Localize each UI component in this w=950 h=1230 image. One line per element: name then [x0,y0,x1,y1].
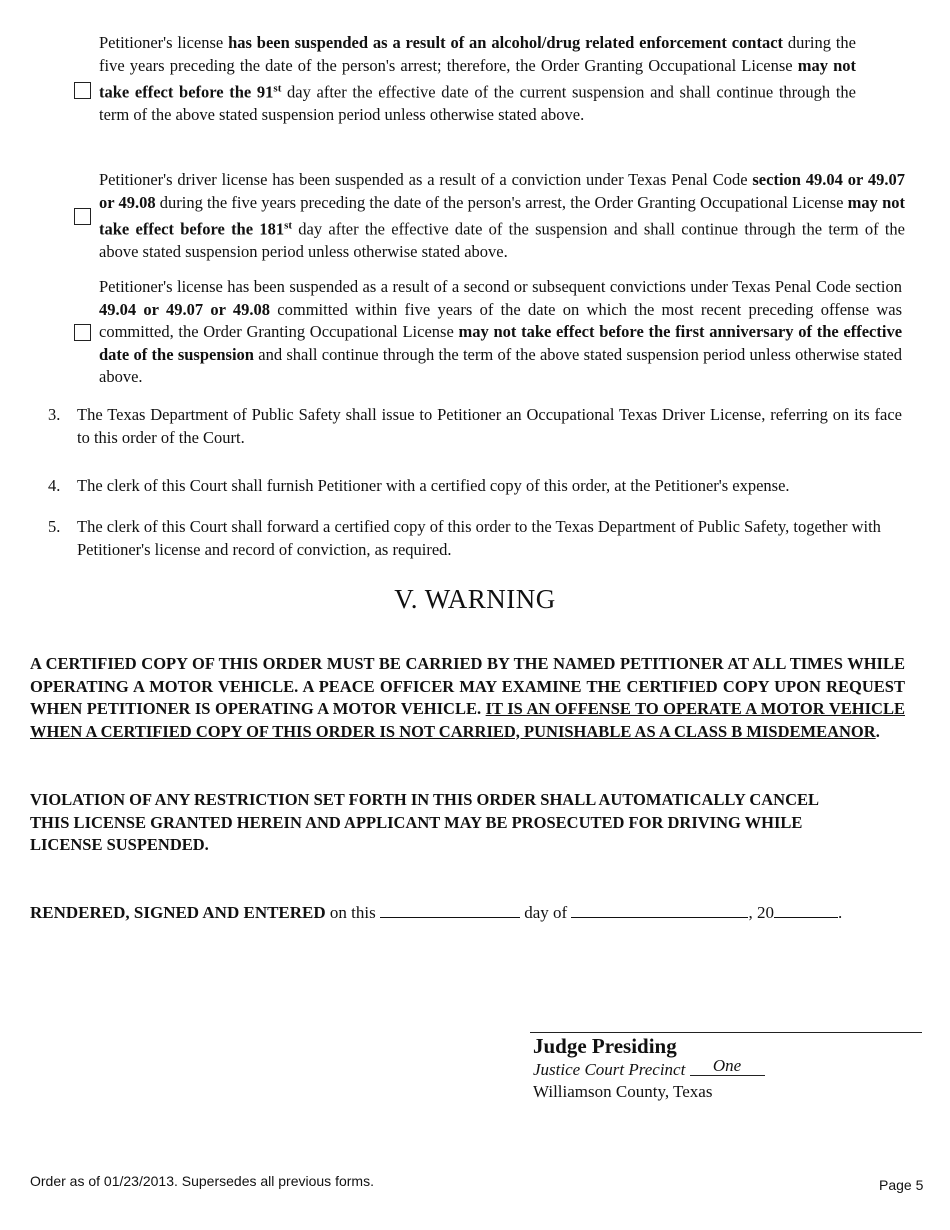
month-blank[interactable] [571,901,748,918]
option-2-text: Petitioner's driver license has been suspended as a result of a conviction under Texas Penal Code section 49.04 or 49.07 or 49.08 during the five years preceding the date of the person's arrest, the Order Granting Occupational License may not take effect before the 181st day after the effective date of the suspension and shall continue through the term of the above stated suspension period unless otherwise stated above. [99,170,906,261]
judge-title: Judge Presiding [533,1034,677,1058]
item-5-number: 5. [48,517,61,536]
option-2-checkbox[interactable] [74,208,91,225]
option-1-text: Petitioner's license has been suspended as a result of an alcohol/drug related enforcement contact during the five years preceding the date of the person's arrest; therefore, the Order Granting Occupational License may not take effect before the 91st day after the effective date of the current suspension and shall continue through the term of the above stated suspension period unless otherwise stated above. [99,33,856,124]
precinct-value[interactable]: One [690,1057,765,1076]
option-3-checkbox[interactable] [74,324,91,341]
item-4-text: The clerk of this Court shall furnish Petitioner with a certified copy of this order, at the Petitioner's expense. [77,476,790,495]
option-3-text: Petitioner's license has been suspended as a result of a second or subsequent convictions under Texas Penal Code section 49.04 or 49.07 or 49.08 committed within five years of the date on which the most recent preceding offense was committed, the Order Granting Occupational License may not take effect before the first anniversary of the effective date of the suspension and shall continue through the term of the above stated suspension period unless otherwise stated above. [99,277,903,386]
warning-paragraph-2: VIOLATION OF ANY RESTRICTION SET FORTH IN THIS ORDER SHALL AUTOMATICALLY CANCEL THIS LICENSE GRANTED HEREIN AND APPLICANT MAY BE PROSECUTED FOR DRIVING WHILE LICENSE SUSPENDED. [30,790,819,854]
item-4-number: 4. [48,476,61,495]
item-3-number: 3. [48,405,61,424]
year-blank[interactable] [774,901,838,918]
item-5-text: The clerk of this Court shall forward a certified copy of this order to the Texas Department of Public Safety, together with Petitioner's license and record of conviction, as required. [77,517,881,559]
page-number: Page 5 [879,1177,924,1193]
rendered-line: RENDERED, SIGNED AND ENTERED on this day of , 20 . [30,903,843,922]
precinct-line: Justice Court Precinct One [533,1059,765,1081]
footer-revision: Order as of 01/23/2013. Supersedes all previous forms. [30,1173,374,1189]
county-line: Williamson County, Texas [533,1082,713,1101]
warning-paragraph-1: A CERTIFIED COPY OF THIS ORDER MUST BE CARRIED BY THE NAMED PETITIONER AT ALL TIMES WHILE OPERATING A MOTOR VEHICLE. A PEACE OFFICER MAY EXAMINE THE CERTIFIED COPY UPON REQUEST WHEN PETITIONER IS OPERATING A MOTOR VEHICLE. IT IS AN OFFENSE TO OPERATE A MOTOR VEHICLE WHEN A CERTIFIED COPY OF THIS ORDER IS NOT CARRIED, PUNISHABLE AS A CLASS B MISDEMEANOR. [30,654,905,741]
item-3-text: The Texas Department of Public Safety shall issue to Petitioner an Occupational Texas Driver License, referring on its face to this order of the Court. [77,405,902,447]
day-blank[interactable] [380,901,520,918]
option-1-checkbox[interactable] [74,82,91,99]
warning-heading: V. WARNING [394,584,556,614]
